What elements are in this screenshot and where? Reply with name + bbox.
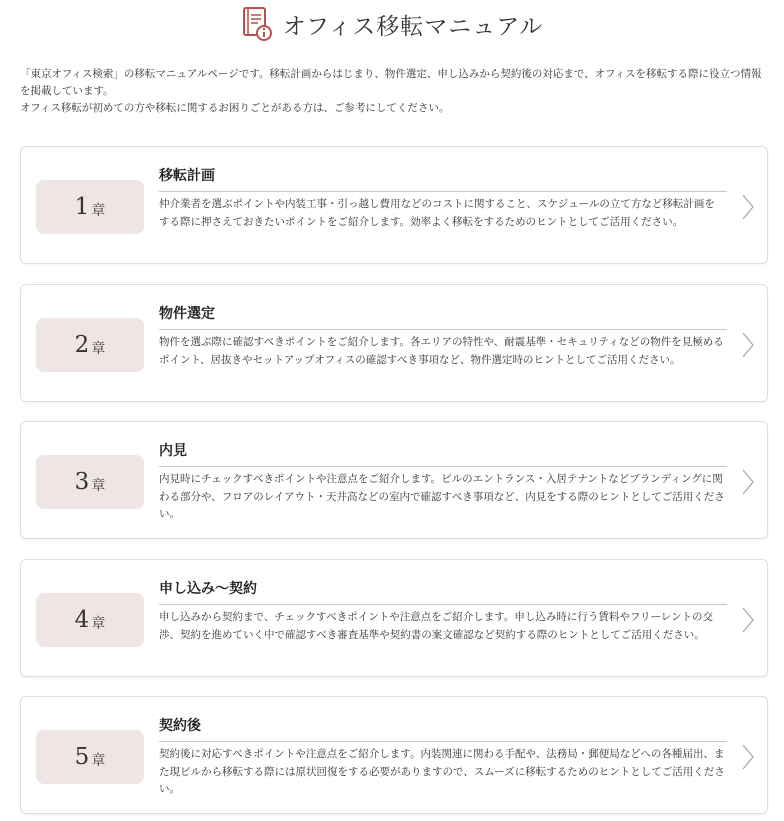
chevron-right-icon [741,469,755,495]
chapter-badge [36,180,144,234]
chapter-unit: 章 [91,203,106,219]
chapter-description: 内見時にチェックすべきポイントや注意点をご紹介します。ビルのエントランス・入居テナントなどブランディングに関わる部分や、フロアのレイアウト・天井高などの室内で確認すべき事項など、内見をする際のヒントとしてご活用ください。 [159,473,725,520]
chapter-unit: 章 [91,341,106,357]
chapter-card-5[interactable] [20,696,768,814]
chapter-unit: 章 [91,478,106,494]
chapter-number: 1 [74,194,90,220]
chapter-title: 物件選定 [159,303,727,330]
chapter-card-2[interactable] [20,284,768,402]
chapter-badge [36,730,144,784]
chapter-badge [36,318,144,372]
page-header [0,0,784,48]
page-title: オフィス移転マニュアル [282,13,544,40]
chapter-card-1[interactable] [20,146,768,264]
chevron-right-icon [741,194,755,220]
chapter-card-4[interactable] [20,559,768,677]
chapter-card-3[interactable] [20,421,768,539]
chapter-description: 仲介業者を選ぶポイントや内装工事・引っ越し費用などのコストに関すること、スケジュールの立て方など移転計画をする際に押さえておきたいポイントをご紹介します。効率よく移転をするためのヒントとしてご活用ください。 [159,198,715,228]
chapter-title: 移転計画 [159,165,727,192]
manual-book-info-icon [241,6,273,42]
chapter-number: 3 [74,469,90,495]
intro-line-1: 「東京オフィス検索」の移転マニュアルページです。移転計画からはじまり、物件選定、申し込みから契約後の対応まで、オフィスを移転する際に役立つ情報を掲載しています。 [20,68,762,97]
chevron-right-icon [741,607,755,633]
chapter-unit: 章 [91,753,106,769]
chapter-number: 5 [74,744,90,770]
chevron-right-icon [741,744,755,770]
chapter-description: 契約後に対応すべきポイントや注意点をご紹介します。内装関連に関わる手配や、法務局・郵便局などへの各種届出、また現ビルから移転する際には原状回復をする必要がありますので、スムーズに移転するためのヒントとしてご活用ください。 [159,748,725,795]
chapter-description: 物件を選ぶ際に確認すべきポイントをご紹介します。各エリアの特性や、耐震基準・セキュリティなどの物件を見極めるポイント、居抜きやセットアップオフィスの確認すべき事項など、物件選定時のヒントとしてご活用ください。 [159,336,724,366]
chapter-title: 申し込み〜契約 [159,578,727,605]
chapter-description: 申し込みから契約まで、チェックすべきポイントや注意点をご紹介します。申し込み時に行う賃料やフリーレントの交渉、契約を進めていく中で確認すべき審査基準や契約書の案文確認など契約する際のヒントとしてご活用ください。 [159,611,714,641]
chapter-title: 契約後 [159,715,727,742]
intro-text [20,66,766,117]
chapter-number: 2 [74,332,90,358]
chapter-unit: 章 [91,616,106,632]
intro-line-2: オフィス移転が初めての方や移転に関するお困りごとがある方は、ご参考にしてください。 [20,102,450,114]
chapter-title: 内見 [159,440,727,467]
chapter-badge [36,455,144,509]
chapter-badge [36,593,144,647]
chevron-right-icon [741,332,755,358]
chapter-number: 4 [74,607,90,633]
